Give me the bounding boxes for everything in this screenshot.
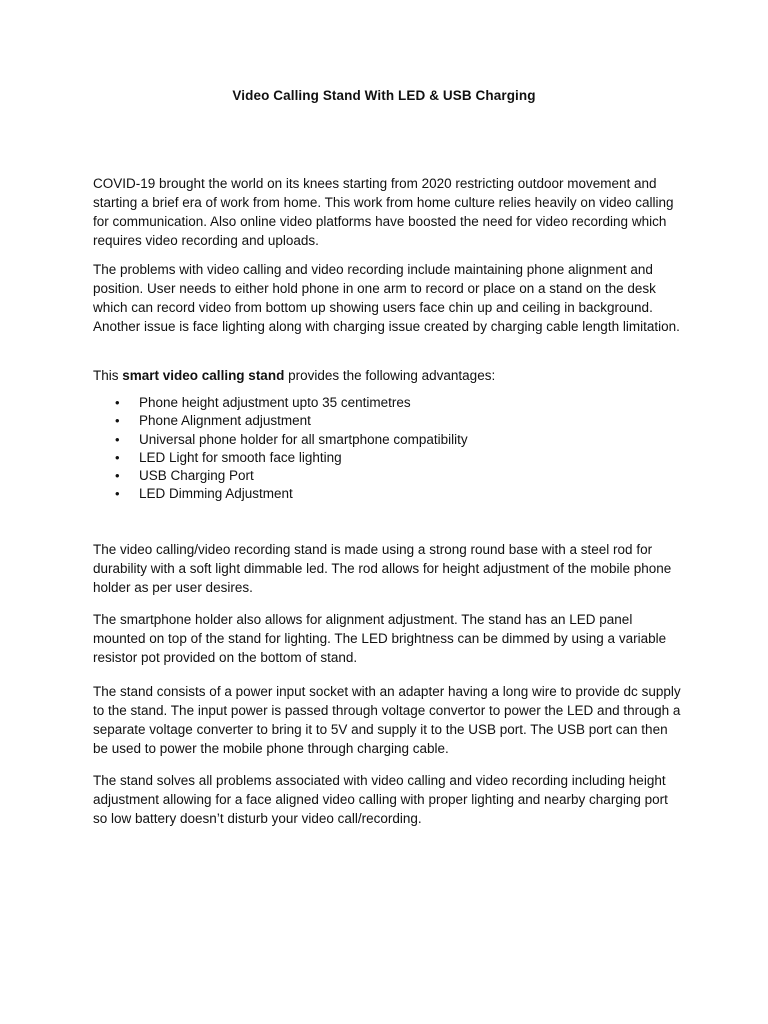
list-item-text: LED Dimming Adjustment	[139, 486, 293, 502]
list-item	[93, 485, 653, 503]
advantages-intro-prefix: This	[93, 368, 123, 383]
list-item	[93, 412, 653, 430]
list-item-text: Phone Alignment adjustment	[139, 413, 311, 429]
list-item-text: LED Light for smooth face lighting	[139, 449, 342, 465]
advantages-intro-bold: smart video calling stand	[122, 368, 285, 383]
power-paragraph: The stand consists of a power input socket with an adapter having a long wire to provide dc supply to the stand. The input power is passed through voltage convertor to power the LED and through a separate voltage converter to bring it to 5V and supply it to the USB port. The USB port can then be used to power the mobile phone through charging cable.	[93, 684, 681, 756]
list-item-text: Phone height adjustment upto 35 centimetres	[139, 395, 411, 410]
list-item	[93, 467, 653, 485]
list-item	[93, 431, 653, 449]
advantages-intro-suffix: provides the following advantages:	[284, 368, 496, 383]
holder-paragraph: The smartphone holder also allows for alignment adjustment. The stand has an LED panel mounted on top of the stand for lighting. The LED brightness can be dimmed by using a variable resistor pot provided on the bottom of stand.	[93, 612, 667, 665]
problems-paragraph: The problems with video calling and video recording include maintaining phone alignment and position. User needs to either hold phone in one arm to record or place on a stand on the desk which can record video from bottom up showing users face chin up and ceiling in background. Another issue is face lighting along with charging issue created by charging cable length limitation.	[93, 262, 680, 334]
intro-paragraph: COVID-19 brought the world on its knees starting from 2020 restricting outdoor movement and starting a brief era of work from home. This work from home culture relies heavily on video calling for communication. Also online video platforms have boosted the need for video recording which requires video recording and uploads.	[93, 176, 674, 248]
bullet-icon: •	[115, 413, 120, 429]
bullet-icon: •	[115, 431, 120, 447]
advantages-list	[93, 394, 653, 504]
list-item	[93, 449, 653, 467]
construction-paragraph: The video calling/video recording stand is made using a strong round base with a steel rod for durability with a soft light dimmable led. The rod allows for height adjustment of the mobile phone holder as per user desires.	[93, 542, 672, 595]
document-title: Video Calling Stand With LED & USB Charging	[232, 88, 536, 103]
list-item-text: Universal phone holder for all smartphone compatibility	[139, 431, 468, 447]
bullet-icon: •	[115, 468, 120, 484]
list-item	[93, 394, 653, 412]
list-item-text: USB Charging Port	[139, 468, 254, 484]
conclusion-paragraph: The stand solves all problems associated with video calling and video recording including height adjustment allowing for a face aligned video calling with proper lighting and nearby charging port so low battery doesn’t disturb your video call/recording.	[93, 773, 668, 826]
bullet-icon: •	[115, 486, 120, 502]
advantages-intro-paragraph	[93, 366, 681, 385]
bullet-icon: •	[115, 395, 120, 410]
bullet-icon: •	[115, 449, 120, 465]
